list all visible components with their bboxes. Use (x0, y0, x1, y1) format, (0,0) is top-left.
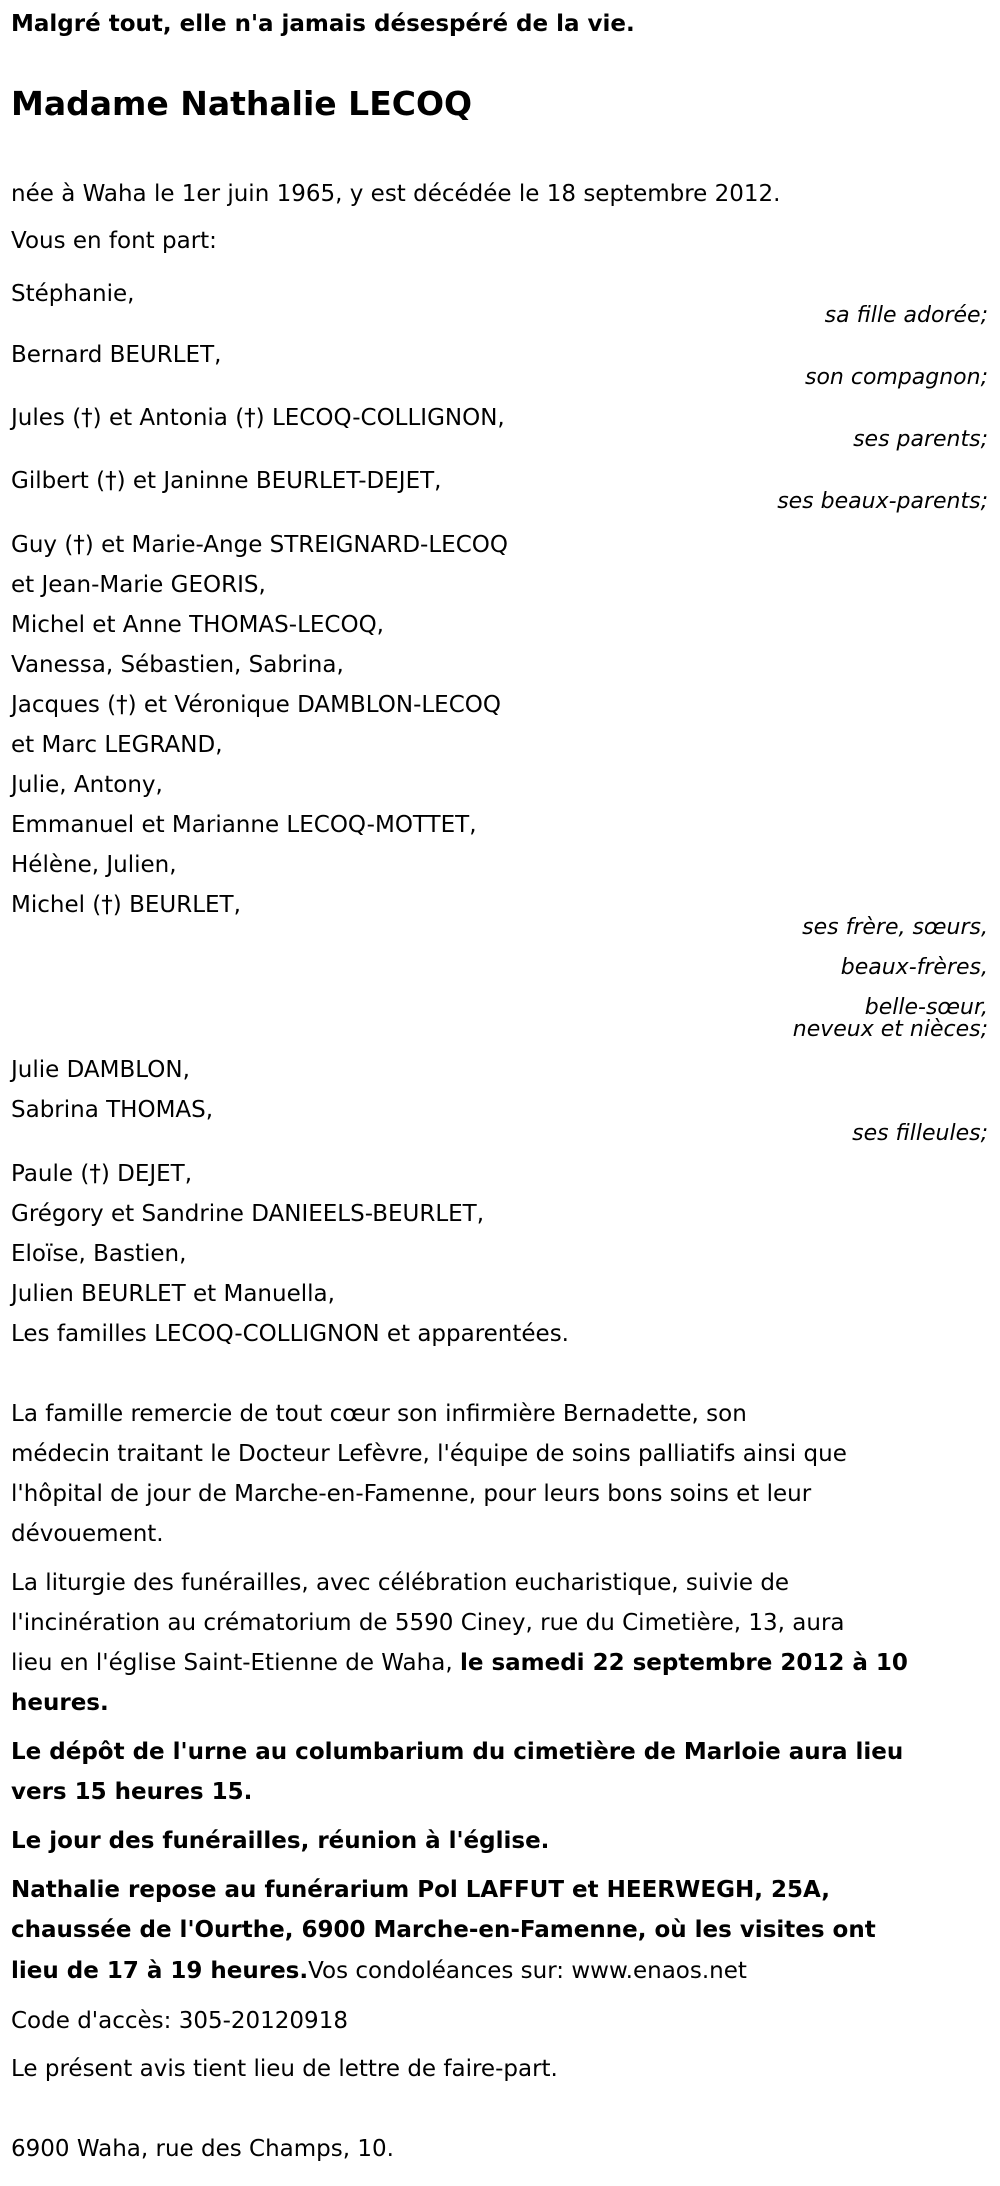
sibling-line: Jacques (†) et Véronique DAMBLON-LECOQ (11, 692, 501, 718)
meeting-line: Le jour des funérailles, réunion à l'église. (11, 1828, 550, 1854)
sibling-line: Emmanuel et Marianne LECOQ-MOTTET, (11, 812, 477, 838)
sibling-line: Vanessa, Sébastien, Sabrina, (11, 652, 344, 678)
relation-siblings-line: belle-sœur, (864, 995, 988, 1020)
other-family-line: Grégory et Sandrine DANIEELS-BEURLET, (11, 1201, 485, 1227)
relation-siblings-line: beaux-frères, (840, 955, 988, 980)
sibling-line: et Marc LEGRAND, (11, 732, 223, 758)
other-family-line: Les familles LECOQ-COLLIGNON et apparentées. (11, 1321, 569, 1347)
family-name-partner: Bernard BEURLET, (11, 342, 222, 368)
other-family-line: Paule (†) DEJET, (11, 1161, 193, 1187)
liturgy-time: heures. (11, 1690, 109, 1716)
liturgy-date: le samedi 22 septembre 2012 à 10 (459, 1650, 908, 1676)
goddaughter-line: Julie DAMBLON, (11, 1057, 190, 1083)
page-title: Madame Nathalie LECOQ (11, 84, 473, 123)
sibling-line: Hélène, Julien, (11, 852, 177, 878)
urn-line: Le dépôt de l'urne au columbarium du cimetière de Marloie aura lieu (11, 1739, 904, 1765)
epigraph: Malgré tout, elle n'a jamais désespéré de la vie. (11, 11, 635, 37)
thanks-line: dévouement. (11, 1521, 164, 1547)
sibling-line: Michel et Anne THOMAS-LECOQ, (11, 612, 384, 638)
visiting-hours: lieu de 17 à 19 heures. (11, 1958, 309, 1984)
family-name-parents: Jules (†) et Antonia (†) LECOQ-COLLIGNON, (11, 405, 505, 431)
sibling-line: Julie, Antony, (11, 772, 163, 798)
birth-death-line: née à Waha le 1er juin 1965, y est décédée le 18 septembre 2012. (11, 181, 781, 207)
sibling-line: Guy (†) et Marie-Ange STREIGNARD-LECOQ (11, 532, 508, 558)
relation-siblings-line: neveux et nièces; (792, 1017, 988, 1042)
liturgy-line: l'incinération au crématorium de 5590 Ciney, rue du Cimetière, 13, aura (11, 1610, 845, 1636)
relation-parents-in-law: ses beaux-parents; (777, 489, 988, 514)
relation-goddaughters: ses filleules; (852, 1121, 988, 1146)
funerarium-line: chaussée de l'Ourthe, 6900 Marche-en-Famenne, où les visites ont (11, 1917, 876, 1943)
intro-line: Vous en font part: (11, 228, 217, 254)
goddaughter-line: Sabrina THOMAS, (11, 1097, 214, 1123)
access-code: Code d'accès: 305-20120918 (11, 2008, 348, 2034)
address-line: 6900 Waha, rue des Champs, 10. (11, 2136, 394, 2162)
condolences-link[interactable]: Vos condoléances sur: www.enaos.net (308, 1958, 747, 1984)
liturgy-location: lieu en l'église Saint-Etienne de Waha, (11, 1650, 460, 1676)
thanks-line: l'hôpital de jour de Marche-en-Famenne, pour leurs bons soins et leur (11, 1481, 812, 1507)
relation-daughter: sa fille adorée; (824, 303, 988, 328)
other-family-line: Eloïse, Bastien, (11, 1241, 187, 1267)
relation-partner: son compagnon; (804, 365, 988, 390)
liturgy-line: La liturgie des funérailles, avec célébration eucharistique, suivie de (11, 1570, 790, 1596)
thanks-line: La famille remercie de tout cœur son infirmière Bernadette, son (11, 1401, 747, 1427)
sibling-line: Michel (†) BEURLET, (11, 892, 241, 918)
thanks-line: médecin traitant le Docteur Lefèvre, l'équipe de soins palliatifs ainsi que (11, 1441, 847, 1467)
liturgy-line (11, 1643, 908, 1683)
family-name-parents-in-law: Gilbert (†) et Janinne BEURLET-DEJET, (11, 468, 442, 494)
urn-line: vers 15 heures 15. (11, 1779, 253, 1805)
relation-siblings-line: ses frère, sœurs, (802, 915, 988, 940)
funerarium-line (11, 1951, 747, 1991)
funerarium-line: Nathalie repose au funérarium Pol LAFFUT et HEERWEGH, 25A, (11, 1877, 830, 1903)
notice-line: Le présent avis tient lieu de lettre de faire-part. (11, 2056, 558, 2082)
other-family-line: Julien BEURLET et Manuella, (11, 1281, 335, 1307)
sibling-line: et Jean-Marie GEORIS, (11, 572, 266, 598)
relation-parents: ses parents; (853, 427, 988, 452)
family-name-daughter: Stéphanie, (11, 281, 135, 307)
